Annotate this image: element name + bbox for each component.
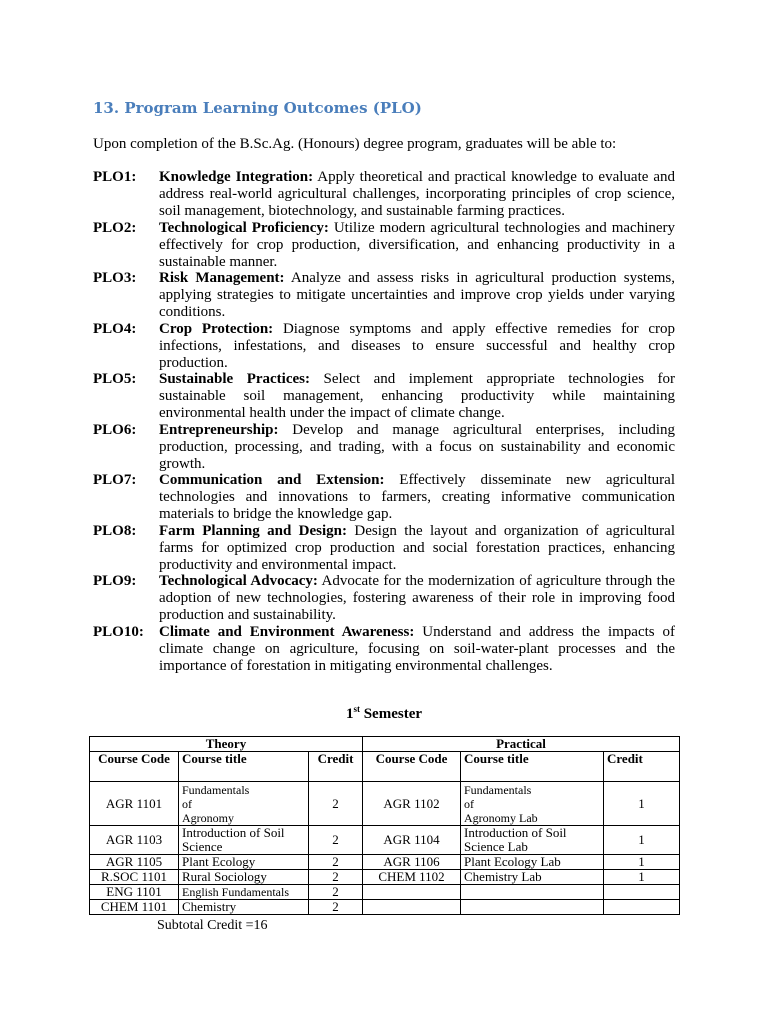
table-row bbox=[90, 826, 680, 855]
practical-header: Practical bbox=[363, 737, 680, 752]
table-row bbox=[90, 900, 680, 915]
plo-body: Understand and address the impacts of climate change on agriculture, focusing on soil-water-plant processes and the importance of forestation in mitigating environmental challenges. bbox=[159, 624, 675, 674]
theory-code: AGR 1101 bbox=[90, 782, 179, 826]
practical-code: AGR 1104 bbox=[363, 826, 461, 855]
plo-code: PLO5: bbox=[93, 371, 137, 387]
plo-title: Entrepreneurship: bbox=[159, 422, 279, 438]
plo-code: PLO8: bbox=[93, 523, 137, 539]
plo-text bbox=[159, 523, 675, 574]
plo-body: Design the layout and organization of agricultural farms for optimized crop production and social forestation practices, enhancing productivity and environmental impact. bbox=[159, 523, 676, 573]
col-credit-practical: Credit bbox=[604, 752, 680, 782]
col-course-title-practical: Course title bbox=[461, 752, 604, 782]
practical-title bbox=[461, 900, 604, 915]
theory-header: Theory bbox=[90, 737, 363, 752]
practical-code bbox=[363, 885, 461, 900]
plo-title: Crop Protection: bbox=[159, 321, 274, 337]
theory-code: AGR 1105 bbox=[90, 855, 179, 870]
plo-text bbox=[159, 422, 675, 473]
col-course-code: Course Code bbox=[90, 752, 179, 782]
table-row bbox=[90, 782, 680, 826]
semester-number: 1 bbox=[345, 706, 354, 722]
course-table bbox=[89, 736, 680, 915]
theory-title: Introduction of Soil Science bbox=[179, 826, 309, 855]
plo-text bbox=[159, 220, 675, 271]
plo-title: Sustainable Practices: bbox=[159, 371, 310, 387]
theory-code: CHEM 1101 bbox=[90, 900, 179, 915]
plo-title: Farm Planning and Design: bbox=[159, 523, 348, 539]
plo-title: Risk Management: bbox=[159, 270, 285, 286]
theory-credit: 2 bbox=[309, 870, 363, 885]
practical-code bbox=[363, 900, 461, 915]
table-row bbox=[90, 885, 680, 900]
plo-code: PLO10: bbox=[93, 624, 144, 640]
practical-credit bbox=[604, 900, 680, 915]
practical-code: CHEM 1102 bbox=[363, 870, 461, 885]
plo-text bbox=[159, 270, 675, 321]
plo-body: Apply theoretical and practical knowledge to evaluate and address real-world agricultural challenges, incorporating principles of crop science, soil management, biotechnology, and sustainable farming practices. bbox=[159, 169, 675, 219]
semester-suffix: st bbox=[353, 704, 360, 714]
practical-code: AGR 1102 bbox=[363, 782, 461, 826]
plo-code: PLO1: bbox=[93, 169, 137, 185]
section-heading: 13. Program Learning Outcomes (PLO) bbox=[93, 99, 422, 117]
subtotal-credit: Subtotal Credit =16 bbox=[157, 918, 268, 933]
practical-credit: 1 bbox=[604, 855, 680, 870]
plo-body: Select and implement appropriate technologies for sustainable soil management, enhancing productivity while maintaining environmental health under the impact of climate change. bbox=[159, 371, 676, 421]
plo-body: Analyze and assess risks in agricultural production systems, applying strategies to mitigate uncertainties and improve crop yields under varying conditions. bbox=[159, 270, 675, 320]
theory-credit: 2 bbox=[309, 826, 363, 855]
plo-code: PLO7: bbox=[93, 472, 137, 488]
theory-credit: 2 bbox=[309, 885, 363, 900]
plo-body: Effectively disseminate new agricultural technologies and innovations to farmers, creating informative communication materials to bridge the knowledge gap. bbox=[159, 472, 675, 522]
plo-title: Communication and Extension: bbox=[159, 472, 385, 488]
plo-text bbox=[159, 321, 675, 372]
theory-code: AGR 1103 bbox=[90, 826, 179, 855]
table-row bbox=[90, 855, 680, 870]
plo-body: Advocate for the modernization of agriculture through the adoption of new technologies, fostering awareness of their role in improving food production and sustainability. bbox=[159, 573, 675, 623]
practical-title: Fundamentals of Agronomy Lab bbox=[461, 782, 604, 826]
plo-code: PLO6: bbox=[93, 422, 137, 438]
plo-text bbox=[159, 371, 675, 422]
plo-text bbox=[159, 472, 675, 523]
plo-title: Knowledge Integration: bbox=[159, 169, 314, 185]
practical-credit: 1 bbox=[604, 782, 680, 826]
practical-credit: 1 bbox=[604, 826, 680, 855]
plo-body: Develop and manage agricultural enterprises, including production, processing, and trading, with a focus on sustainability and economic growth. bbox=[159, 422, 676, 472]
plo-title: Technological Advocacy: bbox=[159, 573, 318, 589]
theory-code: ENG 1101 bbox=[90, 885, 179, 900]
practical-code: AGR 1106 bbox=[363, 855, 461, 870]
practical-title: Plant Ecology Lab bbox=[461, 855, 604, 870]
theory-code: R.SOC 1101 bbox=[90, 870, 179, 885]
col-course-code-practical: Course Code bbox=[363, 752, 461, 782]
theory-credit: 2 bbox=[309, 855, 363, 870]
plo-text bbox=[159, 624, 675, 675]
theory-title: Plant Ecology bbox=[179, 855, 309, 870]
intro-text: Upon completion of the B.Sc.Ag. (Honours) degree program, graduates will be able to: bbox=[93, 136, 617, 152]
practical-credit bbox=[604, 885, 680, 900]
practical-title: Introduction of Soil Science Lab bbox=[461, 826, 604, 855]
table-row bbox=[90, 870, 680, 885]
theory-credit: 2 bbox=[309, 900, 363, 915]
theory-title: English Fundamentals bbox=[179, 885, 309, 900]
col-credit: Credit bbox=[309, 752, 363, 782]
theory-title: Fundamentals of Agronomy bbox=[179, 782, 309, 826]
theory-credit: 2 bbox=[309, 782, 363, 826]
theory-title: Rural Sociology bbox=[179, 870, 309, 885]
semester-heading bbox=[0, 704, 768, 723]
col-course-title: Course title bbox=[179, 752, 309, 782]
plo-title: Climate and Environment Awareness: bbox=[159, 624, 415, 640]
practical-title: Chemistry Lab bbox=[461, 870, 604, 885]
plo-title: Technological Proficiency: bbox=[159, 220, 329, 236]
theory-title: Chemistry bbox=[179, 900, 309, 915]
semester-label: Semester bbox=[359, 706, 423, 722]
practical-credit: 1 bbox=[604, 870, 680, 885]
plo-code: PLO4: bbox=[93, 321, 137, 337]
plo-text bbox=[159, 573, 675, 624]
plo-body: Utilize modern agricultural technologies and machinery effectively for crop production, diversification, and enhancing productivity in a sustainable manner. bbox=[159, 220, 676, 270]
plo-text bbox=[159, 169, 675, 220]
plo-code: PLO9: bbox=[93, 573, 137, 589]
practical-title bbox=[461, 885, 604, 900]
plo-body: Diagnose symptoms and apply effective remedies for crop infections, infestations, and diseases to ensure successful and healthy crop production. bbox=[159, 321, 676, 371]
plo-code: PLO3: bbox=[93, 270, 137, 286]
plo-code: PLO2: bbox=[93, 220, 137, 236]
